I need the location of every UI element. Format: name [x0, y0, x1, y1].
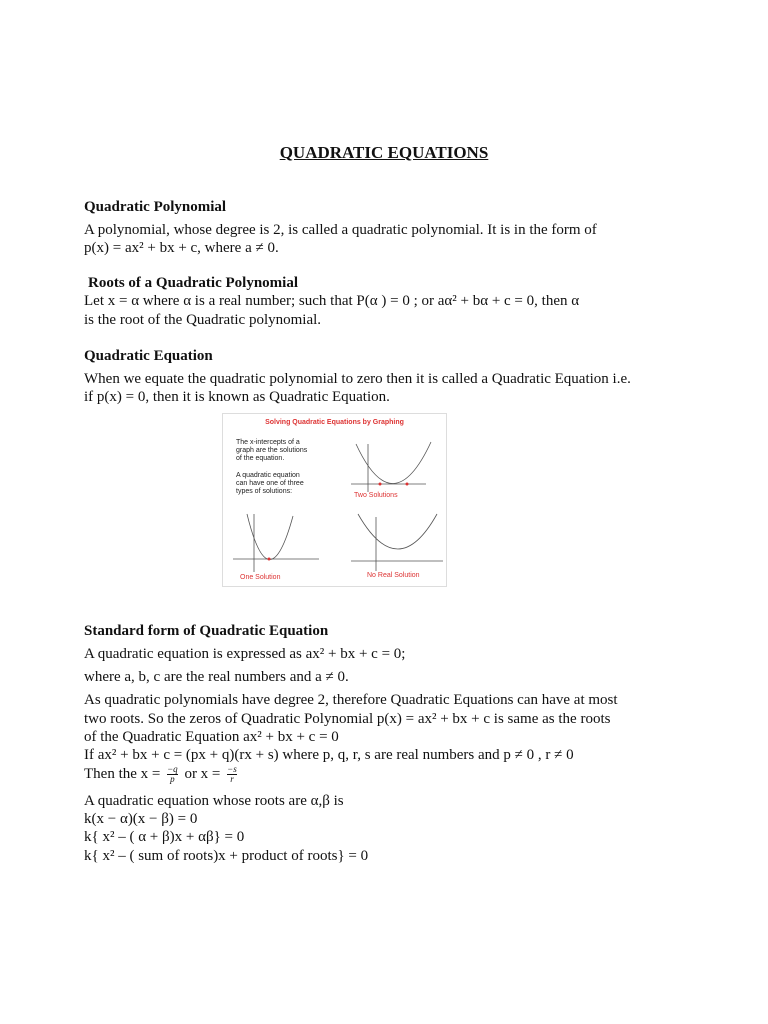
heading-quadratic-polynomial: Quadratic Polynomial [84, 199, 227, 215]
text-line: If ax² + bx + c = (px + q)(rx + s) where p, q, r, s are real numbers and p ≠ 0 , r ≠ 0 [84, 747, 574, 763]
text-line: A polynomial, whose degree is 2, is called a quadratic polynomial. It is in the form of [84, 222, 597, 238]
text-line: When we equate the quadratic polynomial to zero then it is called a Quadratic Equation i.e. [84, 371, 631, 387]
label-no-real-solution: No Real Solution [367, 572, 420, 579]
text-line: Let x = α where α is a real number; such that P(α ) = 0 ; or aα² + bα + c = 0, then α [84, 293, 580, 309]
label-one-solution: One Solution [240, 574, 281, 581]
graphing-figure [222, 413, 447, 587]
text-line: of the Quadratic Equation ax² + bx + c = 0 [84, 729, 339, 745]
figure-title: Solving Quadratic Equations by Graphing [265, 419, 404, 426]
text-line: k{ x² – ( sum of roots)x + product of roots} = 0 [84, 848, 369, 864]
text-line: where a, b, c are the real numbers and a ≠ 0. [84, 669, 349, 685]
then-line: Then the x = $\frac{-q}{p}$ or x = $\frac{-s}{r}$ [84, 764, 237, 785]
text-line: A quadratic equation whose roots are α,β is [84, 793, 344, 809]
heading-standard-form: Standard form of Quadratic Equation [84, 623, 329, 639]
parabola-graphs [223, 414, 446, 586]
text-line: As quadratic polynomials have degree 2, therefore Quadratic Equations can have at most [84, 692, 618, 708]
text-line: p(x) = ax² + bx + c, where a ≠ 0. [84, 240, 279, 256]
text-line: k{ x² – ( α + β)x + αβ} = 0 [84, 829, 245, 845]
heading-roots: Roots of a Quadratic Polynomial [88, 275, 298, 291]
page-title: QUADRATIC EQUATIONS [279, 143, 489, 162]
text-line: if p(x) = 0, then it is known as Quadratic Equation. [84, 389, 390, 405]
label-two-solutions: Two Solutions [354, 492, 398, 499]
figure-text: A quadratic equation can have one of three types of solutions: [236, 472, 304, 495]
heading-quadratic-equation: Quadratic Equation [84, 348, 213, 364]
text-line: A quadratic equation is expressed as ax² + bx + c = 0; [84, 646, 406, 662]
text-line: is the root of the Quadratic polynomial. [84, 312, 322, 328]
text-line: two roots. So the zeros of Quadratic Polynomial p(x) = ax² + bx + c is same as the roots [84, 711, 611, 727]
figure-text: The x-intercepts of a graph are the solutions of the equation. [236, 439, 308, 462]
text-line: k(x − α)(x − β) = 0 [84, 811, 198, 827]
